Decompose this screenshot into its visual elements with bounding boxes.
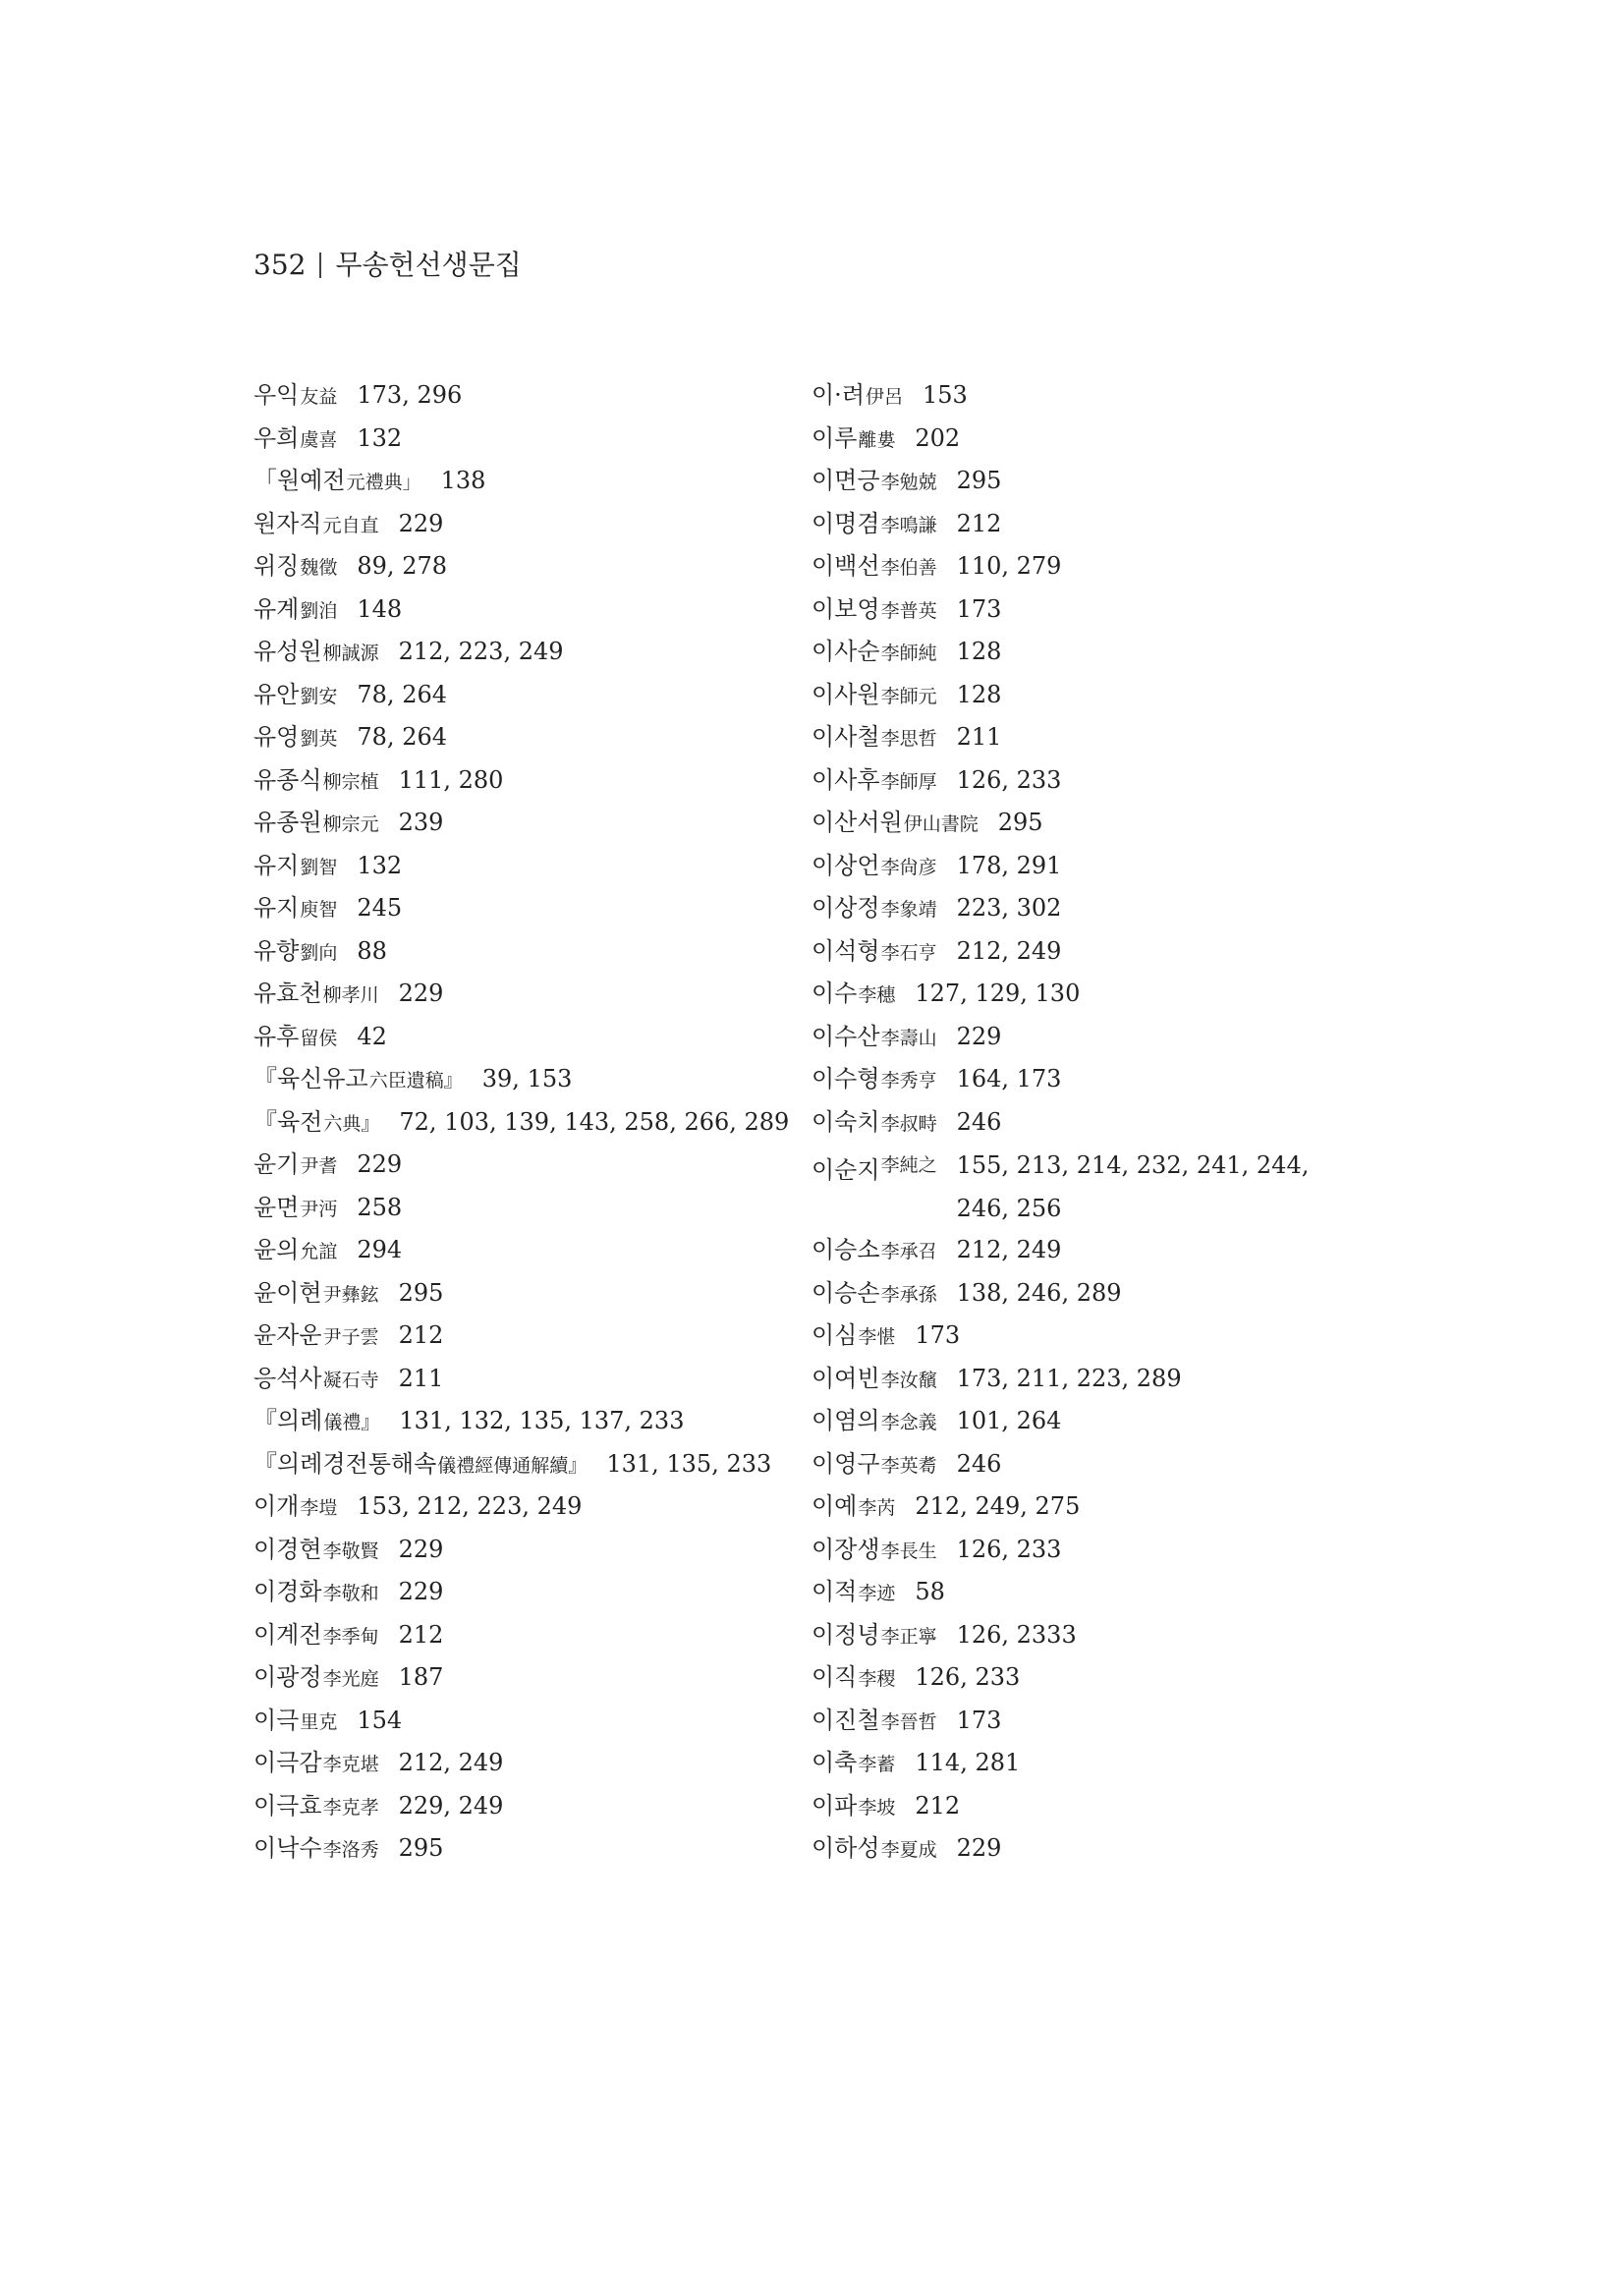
page-number: 352 — [253, 249, 307, 281]
index-entry — [812, 1444, 1362, 1487]
entry-name: 이상정 — [812, 894, 880, 922]
entry-pages: 229 — [398, 980, 444, 1007]
entry-pages: 212 — [398, 1620, 444, 1649]
index-entry — [253, 1359, 784, 1402]
entry-hanja: 李迹 — [858, 1583, 896, 1604]
entry-hanja: 六臣遺稿』 — [368, 1070, 463, 1092]
entry-name: 이개 — [253, 1492, 300, 1520]
entry-pages: 178, 291 — [956, 851, 1062, 879]
entry-hanja: 凝石寺 — [322, 1369, 379, 1391]
entry-name: 이석형 — [812, 936, 880, 965]
entry-pages: 89, 278 — [357, 552, 447, 580]
entry-hanja: 離婁 — [858, 428, 896, 451]
entry-hanja: 元自直 — [322, 514, 379, 536]
entry-pages: 88 — [357, 936, 387, 965]
index-entry — [812, 760, 1362, 804]
entry-name: 이백선 — [812, 552, 880, 580]
entry-pages: 173 — [956, 594, 1002, 623]
entry-pages: 173, 211, 223, 289 — [956, 1364, 1182, 1392]
index-entry — [812, 1828, 1362, 1872]
index-entry — [812, 675, 1362, 718]
index-entry — [253, 1530, 784, 1573]
entry-name: 이극효 — [253, 1791, 322, 1820]
entry-name: 이명겸 — [812, 509, 880, 537]
index-entry — [253, 846, 784, 889]
entry-hanja: 允誼 — [300, 1241, 338, 1262]
index-entry — [812, 888, 1362, 931]
entry-name: 유종원 — [253, 809, 322, 836]
entry-name: 이장생 — [812, 1535, 880, 1563]
entry-hanja: 李思哲 — [880, 728, 937, 750]
entry-name: 이영구 — [812, 1449, 880, 1478]
index-entry — [812, 1743, 1362, 1786]
entry-pages: 229 — [956, 1022, 1002, 1050]
entry-pages: 42 — [357, 1022, 387, 1050]
entry-hanja: 李英耈 — [880, 1454, 937, 1477]
entry-hanja: 李勉兢 — [880, 472, 937, 493]
entry-name: 윤기 — [253, 1150, 300, 1178]
entry-pages: 212, 223, 249 — [398, 638, 564, 665]
entry-pages: 229 — [357, 1150, 403, 1178]
entry-pages: 148 — [357, 594, 403, 623]
index-entry — [253, 504, 784, 547]
index-entry — [253, 1444, 784, 1487]
entry-name: 이계전 — [253, 1620, 322, 1649]
entry-hanja: 柳宗元 — [322, 813, 379, 835]
entry-hanja: 李敬賢 — [322, 1540, 379, 1562]
index-entry — [253, 675, 784, 718]
index-entry — [812, 632, 1362, 675]
entry-name: 이사철 — [812, 723, 880, 751]
entry-hanja: 儀禮』 — [323, 1412, 380, 1433]
entry-name: 유지 — [253, 894, 300, 922]
entry-hanja: 李師厚 — [880, 770, 937, 793]
entry-hanja: 柳孝川 — [322, 984, 379, 1006]
index-entry — [812, 1657, 1362, 1701]
index-entry — [253, 1615, 784, 1658]
entry-name: 『육전 — [253, 1107, 323, 1136]
index-entry — [812, 1530, 1362, 1573]
entry-hanja: 李象靖 — [880, 899, 937, 921]
entry-name: 이극감 — [253, 1749, 322, 1776]
entry-hanja: 李洛秀 — [322, 1839, 379, 1861]
entry-pages: 246 — [956, 1107, 1002, 1136]
entry-hanja: 李克堪 — [322, 1754, 379, 1775]
entry-pages: 132 — [357, 423, 403, 452]
entry-pages: 126, 233 — [956, 1535, 1062, 1563]
entry-hanja: 劉向 — [300, 941, 338, 964]
entry-pages: 229 — [398, 1578, 444, 1605]
entry-name: 유계 — [253, 594, 300, 623]
index-entry — [812, 1401, 1362, 1444]
index-entry — [812, 546, 1362, 589]
index-entry — [253, 888, 784, 931]
entry-hanja: 李光庭 — [322, 1668, 379, 1690]
index-entry — [812, 1273, 1362, 1316]
entry-name: 이사후 — [812, 765, 880, 794]
index-entry — [812, 1701, 1362, 1744]
index-entry — [253, 419, 784, 462]
index-entry — [812, 1059, 1362, 1102]
index-entry — [253, 1572, 784, 1615]
entry-pages: 223, 302 — [956, 894, 1062, 922]
entry-hanja: 李承召 — [880, 1241, 937, 1262]
entry-name: 유향 — [253, 936, 300, 965]
entry-name: 이여빈 — [812, 1364, 880, 1392]
entry-hanja: 魏徵 — [300, 557, 338, 579]
entry-pages: 173 — [956, 1706, 1002, 1734]
entry-pages: 173 — [915, 1321, 961, 1349]
entry-pages: 229 — [398, 509, 444, 537]
entry-pages: 211 — [398, 1364, 444, 1392]
entry-name: 이승손 — [812, 1278, 880, 1307]
entry-pages: 114, 281 — [915, 1749, 1021, 1776]
entry-pages: 173, 296 — [357, 381, 463, 409]
entry-pages: 212 — [915, 1791, 961, 1820]
entry-name: 우희 — [253, 423, 300, 452]
index-entry — [253, 1273, 784, 1316]
entry-hanja: 李蓄 — [858, 1754, 896, 1775]
entry-hanja: 留侯 — [300, 1027, 338, 1049]
entry-name: 원자직 — [253, 509, 322, 537]
entry-pages: 212, 249, 275 — [915, 1492, 1081, 1520]
entry-name: 이사원 — [812, 680, 880, 708]
index-entry — [253, 1401, 784, 1444]
entry-pages: 239 — [398, 809, 444, 836]
entry-hanja: 李晉哲 — [880, 1710, 937, 1733]
index-entry — [253, 1657, 784, 1701]
entry-name: 이경현 — [253, 1535, 322, 1563]
entry-hanja: 庾智 — [300, 899, 338, 921]
index-entry — [812, 1615, 1362, 1658]
entry-hanja: 尹沔 — [300, 1198, 338, 1220]
entry-hanja: 李夏成 — [880, 1839, 937, 1861]
entry-name: 이상언 — [812, 851, 880, 879]
entry-name: 이수형 — [812, 1065, 880, 1092]
entry-name: 이경화 — [253, 1578, 322, 1605]
index-entry — [812, 504, 1362, 547]
entry-name: 유종식 — [253, 765, 322, 794]
entry-name: 이보영 — [812, 594, 880, 623]
entry-name: 이진철 — [812, 1706, 880, 1734]
entry-name: 이염의 — [812, 1407, 880, 1434]
entry-hanja: 劉安 — [300, 685, 338, 707]
index-entry — [812, 1486, 1362, 1530]
entry-hanja: 李塏 — [300, 1497, 338, 1519]
index-entry — [812, 461, 1362, 504]
entry-pages: 72, 103, 139, 143, 258, 266, 289 — [399, 1107, 790, 1136]
index-column-right — [812, 375, 1362, 1872]
entry-hanja: 李石亨 — [880, 941, 937, 964]
entry-hanja: 李承孫 — [880, 1283, 937, 1306]
entry-name: 이수 — [812, 980, 858, 1007]
index-entry — [253, 1102, 790, 1146]
index-entry — [253, 375, 784, 419]
entry-pages: 127, 129, 130 — [915, 980, 1081, 1007]
entry-name: 이극 — [253, 1706, 300, 1734]
entry-pages: 245 — [357, 894, 403, 922]
entry-hanja: 李芮 — [858, 1497, 896, 1519]
book-title: 무송헌선생문집 — [335, 249, 522, 281]
index-entry — [812, 1230, 1362, 1273]
index-entry — [812, 931, 1362, 975]
entry-pages: 78, 264 — [357, 680, 447, 708]
entry-name: 윤이현 — [253, 1278, 322, 1307]
entry-hanja: 李純之 — [880, 1154, 937, 1176]
entry-name: 유성원 — [253, 638, 322, 665]
entry-hanja: 柳宗植 — [322, 770, 379, 793]
entry-name: 이파 — [812, 1791, 858, 1820]
entry-pages: 78, 264 — [357, 723, 447, 751]
entry-pages: 212, 249 — [398, 1749, 504, 1776]
index-entry — [253, 1017, 784, 1060]
index-entry — [253, 1828, 784, 1872]
entry-name: 이축 — [812, 1749, 858, 1776]
index-entry — [253, 546, 784, 589]
entry-hanja: 友益 — [300, 386, 338, 408]
index-entry — [812, 419, 1362, 462]
index-entry — [253, 1188, 784, 1231]
entry-pages: 295 — [398, 1834, 444, 1862]
entry-name: 이심 — [812, 1321, 858, 1349]
entry-name: 이직 — [812, 1663, 858, 1691]
entry-hanja: 李克孝 — [322, 1796, 379, 1819]
index-entry — [812, 1102, 1362, 1146]
entry-name: 이루 — [812, 423, 858, 452]
index-entry — [812, 1572, 1362, 1615]
entry-hanja: 伊山書院 — [903, 813, 979, 835]
entry-pages: 212 — [956, 509, 1002, 537]
entry-pages: 246 — [956, 1449, 1002, 1478]
entry-name: 유효천 — [253, 980, 322, 1007]
entry-name: 이사순 — [812, 638, 880, 665]
entry-name: 이면긍 — [812, 467, 880, 494]
entry-pages: 164, 173 — [956, 1065, 1062, 1092]
entry-name: 이광정 — [253, 1663, 322, 1691]
index-entry — [253, 1486, 784, 1530]
entry-hanja: 李尙彦 — [880, 856, 937, 878]
entry-pages: 101, 264 — [956, 1407, 1062, 1434]
entry-pages: 111, 280 — [398, 765, 504, 794]
index-entry — [253, 760, 784, 804]
entry-pages: 58 — [915, 1578, 945, 1605]
entry-hanja: 李秀亨 — [880, 1070, 937, 1092]
entry-pages: 229 — [398, 1535, 444, 1563]
entry-pages: 110, 279 — [956, 552, 1062, 580]
entry-hanja: 元禮典」 — [346, 472, 421, 493]
entry-name: 이수산 — [812, 1022, 880, 1050]
index-entry — [812, 375, 1362, 419]
running-header — [253, 246, 522, 285]
entry-name: 『의례경전통해속 — [253, 1449, 437, 1478]
entry-pages: 138, 246, 289 — [956, 1278, 1122, 1307]
entry-pages: 229, 249 — [398, 1791, 504, 1820]
entry-name: 유후 — [253, 1022, 300, 1050]
entry-name: 윤의 — [253, 1236, 300, 1263]
entry-hanja: 六典』 — [323, 1112, 380, 1135]
entry-name: 이·려 — [812, 381, 865, 409]
entry-pages: 211 — [956, 723, 1002, 751]
entry-name: 「원예전 — [253, 467, 346, 494]
header-separator — [319, 252, 321, 278]
entry-pages: 128 — [956, 638, 1002, 665]
entry-name: 유지 — [253, 851, 300, 879]
index-entry — [812, 717, 1362, 760]
entry-name: 이예 — [812, 1492, 858, 1520]
index-entry — [253, 1316, 784, 1359]
entry-pages: 131, 135, 233 — [606, 1449, 772, 1478]
index-entry — [253, 1701, 784, 1744]
entry-pages: 294 — [357, 1236, 403, 1263]
entry-name: 위징 — [253, 552, 300, 580]
entry-hanja: 李念義 — [880, 1412, 937, 1433]
index-entry — [253, 1230, 784, 1273]
entry-pages: 153, 212, 223, 249 — [357, 1492, 583, 1520]
index-column-left — [253, 375, 790, 1872]
index-entry — [253, 1145, 784, 1188]
entry-hanja: 劉洎 — [300, 599, 338, 622]
entry-pages: 212, 249 — [956, 936, 1062, 965]
entry-hanja: 李師純 — [880, 643, 937, 664]
entry-pages: 126, 2333 — [956, 1620, 1077, 1649]
entry-hanja: 柳誠源 — [322, 643, 379, 664]
entry-pages: 128 — [956, 680, 1002, 708]
entry-pages: 295 — [398, 1278, 444, 1307]
entry-pages: 258 — [357, 1193, 403, 1221]
entry-hanja: 儀禮經傳通解續』 — [437, 1454, 588, 1477]
entry-pages: 154 — [357, 1706, 403, 1734]
entry-hanja: 李穗 — [858, 984, 896, 1006]
entry-hanja: 尹耆 — [300, 1155, 338, 1177]
index-entry — [253, 1743, 784, 1786]
entry-hanja: 里克 — [300, 1710, 338, 1733]
entry-hanja: 李愖 — [858, 1326, 896, 1348]
entry-pages: 187 — [398, 1663, 444, 1691]
index-entry — [253, 803, 784, 846]
entry-pages: 155, 213, 214, 232, 241, 244, 246, 256 — [956, 1151, 1310, 1222]
entry-hanja: 李正寧 — [880, 1625, 937, 1648]
entry-name: 이적 — [812, 1578, 858, 1605]
entry-pages: 212, 249 — [956, 1236, 1062, 1263]
index-entry — [812, 589, 1362, 633]
entry-hanja: 李汝馪 — [880, 1369, 937, 1391]
entry-pages: 295 — [997, 809, 1043, 836]
entry-name: 『육신유고 — [253, 1065, 368, 1092]
entry-hanja: 李伯善 — [880, 557, 937, 579]
entry-hanja: 尹彝鉉 — [322, 1283, 379, 1306]
entry-name: 윤자운 — [253, 1321, 322, 1349]
entry-hanja: 李坡 — [858, 1796, 896, 1819]
index-entry — [253, 974, 784, 1017]
entry-pages: 132 — [357, 851, 403, 879]
index-entry — [812, 974, 1362, 1017]
entry-pages: 153 — [923, 381, 968, 409]
entry-pages: 131, 132, 135, 137, 233 — [399, 1407, 685, 1434]
entry-hanja: 李鳴謙 — [880, 514, 937, 536]
entry-name: 우익 — [253, 381, 300, 409]
entry-pages: 295 — [956, 467, 1002, 494]
index-entry — [253, 717, 784, 760]
entry-name: 응석사 — [253, 1364, 322, 1392]
entry-hanja: 李普英 — [880, 599, 937, 622]
index-entry — [812, 803, 1362, 846]
entry-hanja: 李叔畤 — [880, 1112, 937, 1135]
index-entry — [812, 1145, 1362, 1230]
entry-name: 이승소 — [812, 1236, 880, 1263]
index-entry — [812, 846, 1362, 889]
entry-hanja: 李稷 — [858, 1668, 896, 1690]
entry-hanja: 李長生 — [880, 1540, 937, 1562]
index-entry — [812, 1786, 1362, 1829]
entry-name: 이정녕 — [812, 1620, 880, 1649]
entry-hanja: 劉智 — [300, 856, 338, 878]
index-entry — [253, 589, 784, 633]
entry-hanja: 李季甸 — [322, 1625, 379, 1648]
entry-pages: 39, 153 — [481, 1065, 573, 1092]
entry-hanja: 李敬和 — [322, 1583, 379, 1604]
entry-name: 『의례 — [253, 1407, 323, 1434]
entry-name: 이하성 — [812, 1834, 880, 1862]
index-entry — [812, 1017, 1362, 1060]
entry-pages: 202 — [915, 423, 961, 452]
index-entry — [253, 1786, 784, 1829]
entry-name: 이산서원 — [812, 809, 903, 836]
entry-hanja: 劉英 — [300, 728, 338, 750]
entry-name: 유안 — [253, 680, 300, 708]
index-entry — [253, 632, 784, 675]
entry-pages: 212 — [398, 1321, 444, 1349]
entry-pages: 138 — [440, 467, 486, 494]
entry-hanja: 虞喜 — [300, 428, 338, 451]
entry-pages: 126, 233 — [915, 1663, 1021, 1691]
entry-name: 유영 — [253, 723, 300, 751]
entry-hanja: 李壽山 — [880, 1027, 937, 1049]
entry-pages: 229 — [956, 1834, 1002, 1862]
entry-name: 이순지 — [812, 1156, 880, 1184]
entry-name: 이숙치 — [812, 1107, 880, 1136]
entry-hanja: 尹子雲 — [322, 1326, 379, 1348]
index-entry — [812, 1316, 1362, 1359]
index-entry — [253, 461, 784, 504]
entry-hanja: 李師元 — [880, 685, 937, 707]
entry-name: 이낙수 — [253, 1834, 322, 1862]
entry-hanja: 伊呂 — [866, 386, 904, 408]
index-entry — [253, 931, 784, 975]
index-entry — [253, 1059, 784, 1102]
entry-pages: 126, 233 — [956, 765, 1062, 794]
entry-name: 윤면 — [253, 1193, 300, 1221]
index-entry — [812, 1359, 1362, 1402]
